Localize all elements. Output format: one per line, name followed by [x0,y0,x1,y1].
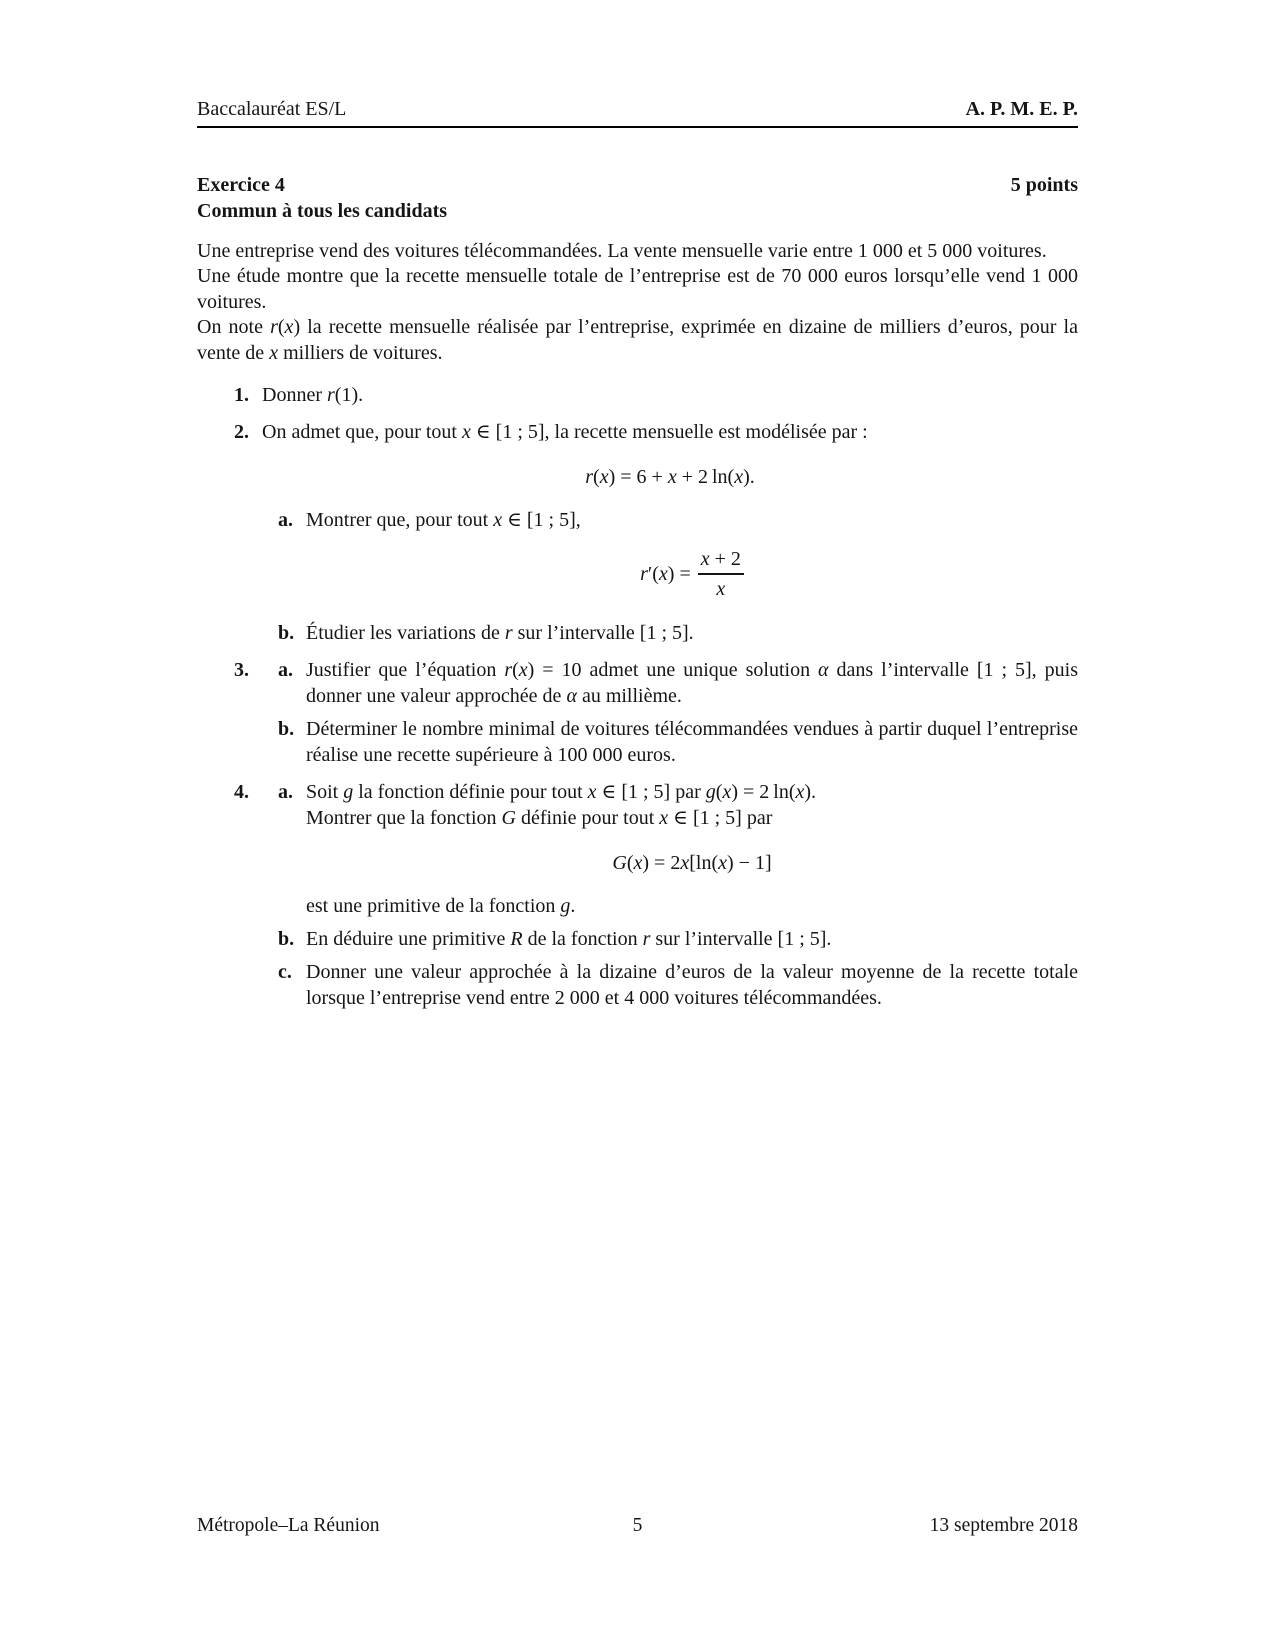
question-3-number: 3. [234,659,249,682]
question-1-number: 1. [234,384,249,407]
question-3b-letter: b. [278,718,295,741]
question-3-body [262,657,1078,768]
question-1 [197,382,1078,408]
question-3a [262,657,1078,709]
header-document-title: Baccalauréat ES/L [197,98,347,120]
question-2-body [262,419,1078,646]
question-4a [262,779,1078,919]
question-4c-text: Donner une valeur approchée à la dizaine d’euros de la valeur moyenne de la recette totale lorsque l’entreprise vend entre 2 000 et 4 000 voitures télécommandées. [306,961,1078,1010]
question-2a-text: Montrer que, pour tout x ∈ [1 ; 5], [306,509,581,532]
question-list [197,382,1078,1011]
question-2a-letter: a. [278,509,293,532]
formula-recette: r(x) = 6 + x + 2 ln(x). [585,466,755,489]
question-2 [197,419,1078,646]
question-4a-body [306,779,1078,919]
intro-paragraph-2: Une étude montre que la recette mensuelle totale de l’entreprise est de 70 000 euros lorsqu’elle vend 1 000 voitures. [197,265,1078,313]
question-2b-letter: b. [278,622,295,645]
question-3b [262,716,1078,768]
fraction [698,547,744,601]
intro-paragraph-3: On note r(x) la recette mensuelle réalisée par l’entreprise, exprimée en dizaine de milliers d’euros, pour la vente de x milliers de voitures. [197,316,1078,364]
question-4-body [262,779,1078,1011]
question-4b-text: En déduire une primitive R de la fonction r sur l’intervalle [1 ; 5]. [306,928,832,951]
formula-derivee [306,547,1078,601]
question-2b-text: Étudier les variations de r sur l’intervalle [1 ; 5]. [306,622,694,645]
exercise-subtitle: Commun à tous les candidats [197,200,448,222]
page-footer [197,1515,1078,1537]
header-rule [197,126,1078,128]
exercise-title: Exercice 4 [197,174,285,196]
question-2-text: On admet que, pour tout x ∈ [1 ; 5], la recette mensuelle est modélisée par : [262,421,868,444]
question-3b-text: Déterminer le nombre minimal de voitures télécommandées vendues à partir duquel l’entreprise réalise une recette supérieure à 100 000 euros. [306,718,1078,767]
question-4b-letter: b. [278,928,295,951]
footer-location: Métropole–La Réunion [197,1515,380,1536]
question-1-body [262,382,1078,408]
footer-page-number: 5 [632,1515,643,1536]
question-3a-text: Justifier que l’équation r(x) = 10 admet une unique solution α dans l’intervalle [1 ; 5], puis donner une valeur approchée de α au millième. [306,659,1078,708]
question-3 [197,657,1078,768]
intro-paragraph-1: Une entreprise vend des voitures télécommandées. La vente mensuelle varie entre 1 000 et 5 000 voitures. [197,240,1047,262]
exercise-points: 5 points [1010,174,1078,196]
question-4-number: 4. [234,781,249,804]
footer-date: 13 septembre 2018 [929,1515,1079,1536]
question-4a-line1: Soit g la fonction définie pour tout x ∈ [1 ; 5] par g(x) = 2 ln(x). [306,781,817,804]
page-content [197,0,1078,1011]
exercise-intro [197,239,1078,366]
formula-primitive: G(x) = 2x[ln(x) − 1] [612,852,772,875]
exercise-heading [197,172,1078,198]
question-4b [262,926,1078,952]
question-2b [262,620,1078,646]
question-4a-letter: a. [278,781,293,804]
question-2a-body [306,507,1078,613]
question-4a-line2: Montrer que la fonction G définie pour tout x ∈ [1 ; 5] par [306,807,773,830]
question-4c-letter: c. [278,961,292,984]
question-3a-letter: a. [278,659,293,682]
question-2a [262,507,1078,613]
question-1-text: Donner r(1). [262,384,364,407]
page-header [197,0,1078,121]
formula-derivee-lead: r′(x) = [640,563,691,586]
header-organization: A. P. M. E. P. [965,98,1078,120]
question-4a-line3: est une primitive de la fonction g. [306,895,576,918]
question-4 [197,779,1078,1011]
question-4c [262,959,1078,1011]
question-2-number: 2. [234,421,249,444]
fraction-denominator: x [716,578,726,601]
fraction-numerator: x + 2 [698,547,744,575]
